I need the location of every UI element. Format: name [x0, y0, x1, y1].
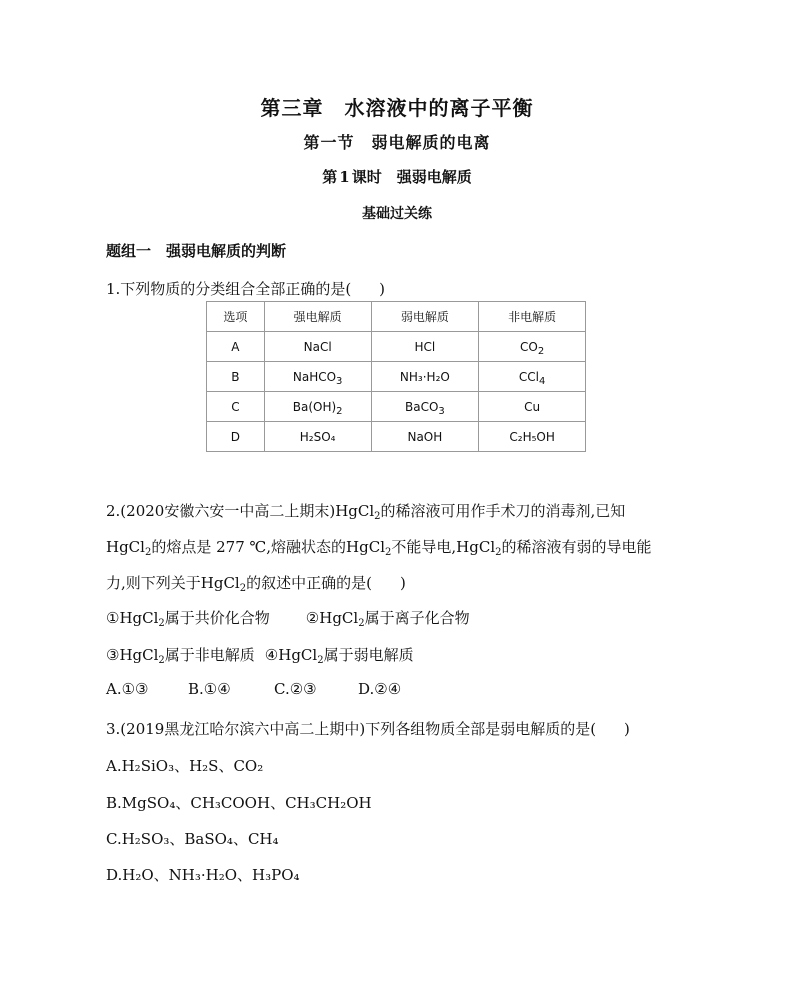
question-2-line-2: HgCl$_2$的熔点是 277 ℃,熔融状态的HgCl$_2$不能导电,HgCl$_2$的稀溶液有弱的导电能: [106, 538, 652, 558]
question-2-option-b: B.①④: [188, 680, 231, 698]
table-row: [207, 332, 586, 362]
question-2-line-3: 力,则下列关于HgCl$_2$的叙述中正确的是( ): [106, 574, 406, 594]
table-cell: Cu: [479, 392, 586, 422]
table-header-cell: 弱电解质: [371, 302, 479, 332]
table-cell: NH₃·H₂O: [371, 362, 479, 392]
question-2-line-1: 2.(2020安徽六安一中高二上期末)HgCl$_2$的稀溶液可用作手术刀的消毒剂,已知: [106, 502, 626, 522]
section-title: 第一节 弱电解质的电离: [303, 133, 491, 152]
table-header-cell: 强电解质: [264, 302, 371, 332]
table-row: [207, 422, 586, 452]
question-2-option-c: C.②③: [274, 680, 317, 698]
table-cell: NaCl: [264, 332, 371, 362]
question-2-statements-1-2: ①HgCl$_2$属于共价化合物 ②HgCl$_2$属于离子化合物: [106, 609, 470, 629]
table-row: [207, 362, 586, 392]
table-row: [207, 392, 586, 422]
table-header-cell: 非电解质: [479, 302, 586, 332]
table-cell: A: [207, 332, 265, 362]
question-3-option-a: A.H₂SiO₃、H₂S、CO₂: [106, 757, 264, 775]
table-cell: D: [207, 422, 265, 452]
table-cell: NaOH: [371, 422, 479, 452]
lesson-title: 第 1 课时 强弱电解质: [322, 168, 472, 186]
table-cell: BaCO$_3$: [371, 392, 479, 422]
question-3-option-b: B.MgSO₄、CH₃COOH、CH₃CH₂OH: [106, 794, 372, 812]
question-1-stem: 1.下列物质的分类组合全部正确的是( ): [106, 280, 386, 298]
question-3-option-c: C.H₂SO₃、BaSO₄、CH₄: [106, 830, 279, 848]
practice-title: 基础过关练: [362, 206, 432, 222]
table-cell: H₂SO₄: [264, 422, 371, 452]
question-2-option-a: A.①③: [106, 680, 149, 698]
table-cell: C: [207, 392, 265, 422]
table-cell: CCl$_4$: [479, 362, 586, 392]
table-cell: B: [207, 362, 265, 392]
group-title: 题组一 强弱电解质的判断: [106, 242, 287, 260]
table-header-row: [207, 302, 586, 332]
table-cell: $Ba(OH)_2$: [264, 392, 371, 422]
table-header-cell: 选项: [207, 302, 265, 332]
table-cell: NaHCO$_3$: [264, 362, 371, 392]
table-cell: HCl: [371, 332, 479, 362]
classification-table: [206, 301, 586, 452]
question-3-option-d: D.H₂O、NH₃·H₂O、H₃PO₄: [106, 866, 300, 884]
question-3-stem: 3.(2019黑龙江哈尔滨六中高二上期中)下列各组物质全部是弱电解质的是( ): [106, 720, 630, 738]
question-2-option-d: D.②④: [358, 680, 402, 698]
table-cell: $CO_2$: [479, 332, 586, 362]
chapter-title: 第三章 水溶液中的离子平衡: [260, 96, 534, 120]
question-2-statements-3-4: ③HgCl$_2$属于非电解质 ④HgCl$_2$属于弱电解质: [106, 646, 414, 666]
table-cell: C₂H₅OH: [479, 422, 586, 452]
